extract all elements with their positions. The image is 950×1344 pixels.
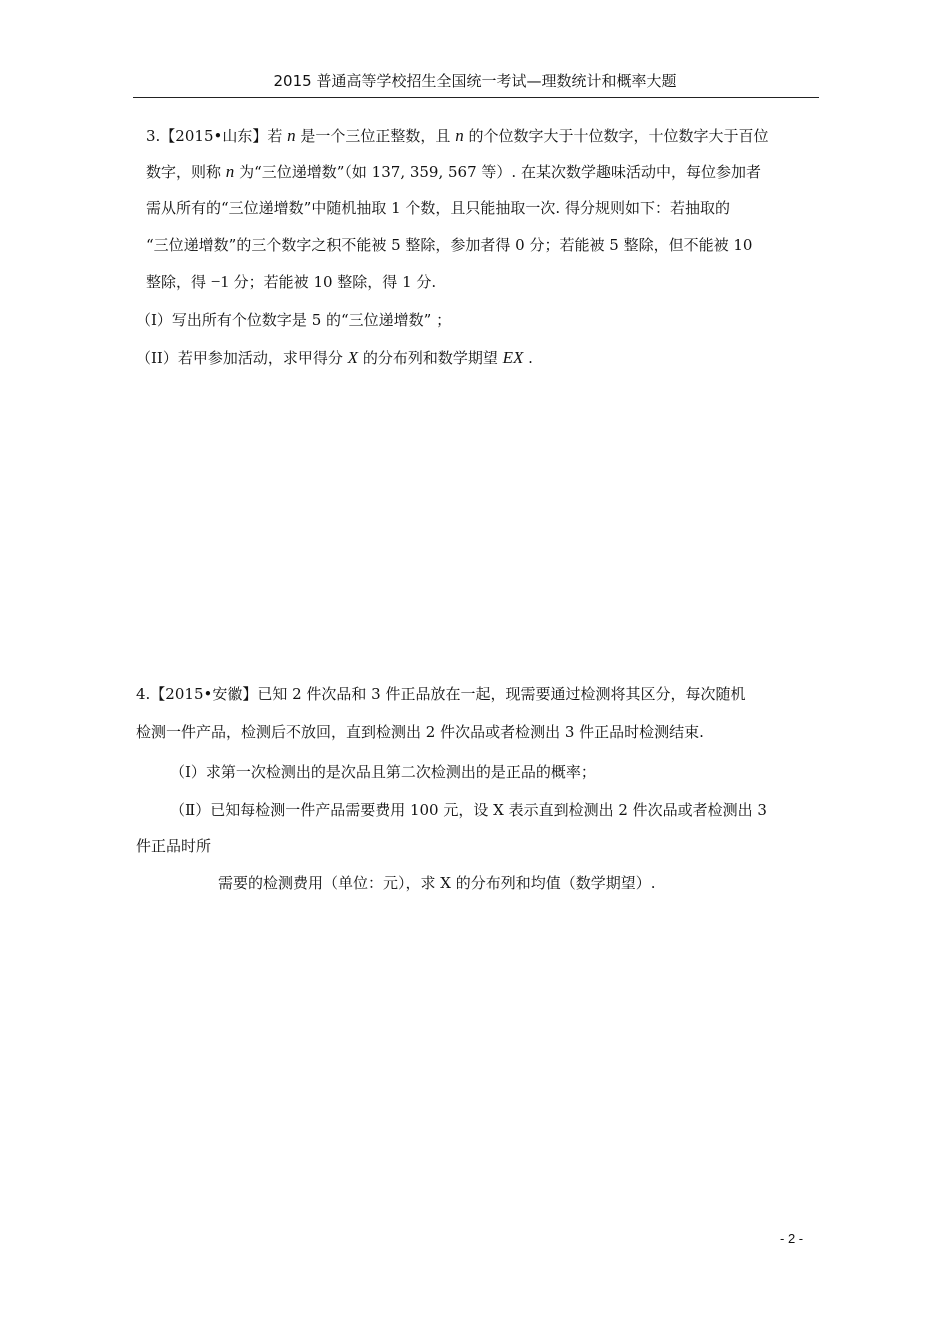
q3-part-2: （II）若甲参加活动，求甲得分 X 的分布列和数学期望 EX . <box>136 348 533 367</box>
q3-line-5: 整除，得 −1 分；若能被 10 整除，得 1 分. <box>146 272 437 291</box>
var-n: n <box>225 162 235 181</box>
q3-line-3: 需从所有的“三位递增数”中随机抽取 1 个数，且只能抽取一次. 得分规则如下：若抽取的 <box>146 199 730 217</box>
q3-line-2: 数字，则称 n 为“三位递增数”（如 137, 359, 567 等）. 在某次数学趣味活动中，每位参加者 <box>146 162 761 181</box>
q3-line-1: 3.【2015•山东】若 n 是一个三位正整数，且 n 的个位数字大于十位数字，十位数字大于百位 <box>146 126 769 145</box>
negative-one: −1 <box>210 272 229 291</box>
var-n: n <box>287 126 296 145</box>
q3-part-1: （I）写出所有个位数字是 5 的“三位递增数” ； <box>136 311 452 329</box>
var-n: n <box>455 126 464 145</box>
q4-part-2-cont-2: 需要的检测费用（单位：元），求 X 的分布列和均值（数学期望）. <box>218 874 656 892</box>
q4-line-2: 检测一件产品，检测后不放回，直到检测出 2 件次品或者检测出 3 件正品时检测结束. <box>136 723 704 741</box>
var-EX: EX <box>502 348 524 367</box>
q4-part-2: （Ⅱ）已知每检测一件产品需要费用 100 元，设 X 表示直到检测出 2 件次品或者检测出 3 <box>170 801 767 819</box>
header-rule <box>133 97 819 98</box>
page-number: - 2 - <box>780 1231 804 1246</box>
q4-part-1: （Ⅰ）求第一次检测出的是次品且第二次检测出的是正品的概率； <box>170 763 596 781</box>
q4-line-1: 4.【2015•安徽】已知 2 件次品和 3 件正品放在一起，现需要通过检测将其区分，每次随机 <box>136 685 746 703</box>
page-header-title: 2015 普通高等学校招生全国统一考试—理数统计和概率大题 <box>273 72 677 90</box>
var-X: X <box>347 348 359 367</box>
q3-line-4: “三位递增数”的三个数字之积不能被 5 整除，参加者得 0 分；若能被 5 整除，但不能被 10 <box>146 236 753 254</box>
q4-part-2-cont: 件正品时所 <box>136 837 212 855</box>
